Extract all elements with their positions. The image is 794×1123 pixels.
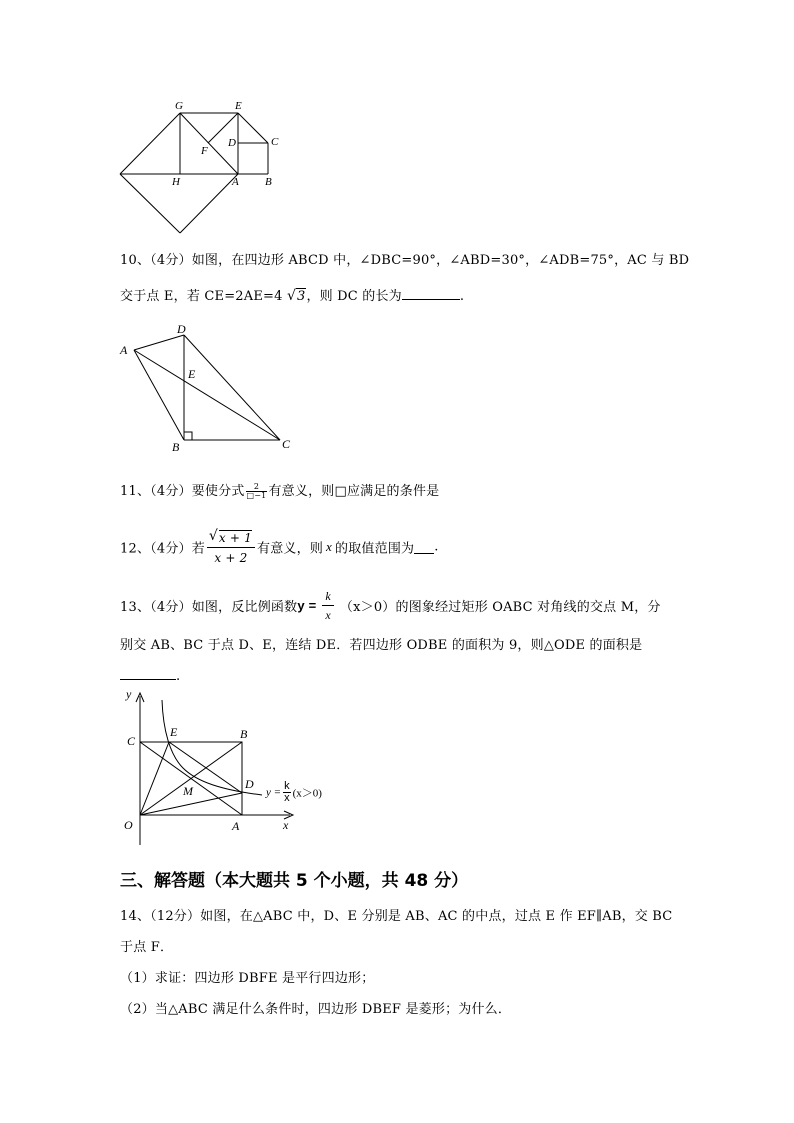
- label-A: A: [232, 819, 240, 833]
- q13-fraction: $\frac{k}{x}$: [322, 590, 334, 621]
- label-C: C: [282, 437, 291, 451]
- label-C: C: [271, 136, 279, 148]
- section-heading: 三、解答题（本大题共 5 个小题，共 48 分）: [120, 871, 469, 891]
- q14-line1: 14、（12分）如图，在△ABC 中，D、E 分别是 AB、AC 的中点，过点 E 作 EF∥AB，交 BC: [120, 909, 673, 924]
- label-y: y: [126, 687, 132, 701]
- q13-line3: .: [120, 667, 180, 684]
- q10-line1: 10、（4分）如图，在四边形 ABCD 中，∠DBC=90°，∠ABD=30°，∠ADB=75°，AC 与 BD: [120, 253, 690, 268]
- q14-line2: 于点 F．: [120, 940, 174, 955]
- label-B: B: [240, 727, 248, 741]
- label-M: M: [183, 784, 193, 798]
- curve-label: y = $\frac{k}{x}$ (x＞0): [266, 780, 322, 804]
- label-D: D: [177, 322, 186, 336]
- label-G: G: [175, 100, 183, 112]
- q12-fraction: √ x + 1 x + 2: [207, 530, 255, 564]
- label-D: D: [245, 777, 254, 791]
- label-x: x: [283, 818, 289, 832]
- q14-part2: （2）当△ABC 满足什么条件时，四边形 DBEF 是菱形；为什么．: [120, 1002, 512, 1017]
- label-A: A: [232, 176, 239, 188]
- label-H: H: [172, 176, 180, 188]
- label-F: F: [201, 145, 208, 157]
- label-D: D: [228, 137, 236, 149]
- label-A: A: [120, 343, 128, 357]
- label-E: E: [170, 725, 178, 739]
- q11-line: 11、（4分）要使分式 $\frac{2}{□-1}$ 有意义，则□应满足的条件是: [120, 482, 440, 500]
- q13-line2: 别交 AB、BC 于点 D、E，连结 DE．若四边形 ODBE 的面积为 9，则△ODE 的面积是: [120, 638, 643, 653]
- label-C: C: [127, 734, 136, 748]
- label-E: E: [235, 100, 242, 112]
- label-E: E: [188, 367, 196, 381]
- label-O: O: [124, 818, 133, 832]
- label-B: B: [265, 176, 272, 188]
- label-B: B: [172, 440, 180, 454]
- sqrt-3: √ 3: [286, 288, 306, 304]
- q11-fraction: $\frac{2}{□-1}$: [246, 482, 267, 500]
- q10-line2: 交于点 E，若 CE=2AE=4 √ 3，则 DC 的长为 .: [120, 288, 465, 304]
- q14-part1: （1）求证：四边形 DBFE 是平行四边形；: [120, 971, 375, 986]
- q13-line1: 13、（4分）如图，反比例函数y = $\frac{k}{x}$ （x＞0）的图象经过矩形 OABC 对角线的交点 M，分: [120, 589, 661, 622]
- q12-line: 12、（4分）若 √ x + 1 x + 2 有意义，则 x 的取值范围为 .: [120, 528, 439, 565]
